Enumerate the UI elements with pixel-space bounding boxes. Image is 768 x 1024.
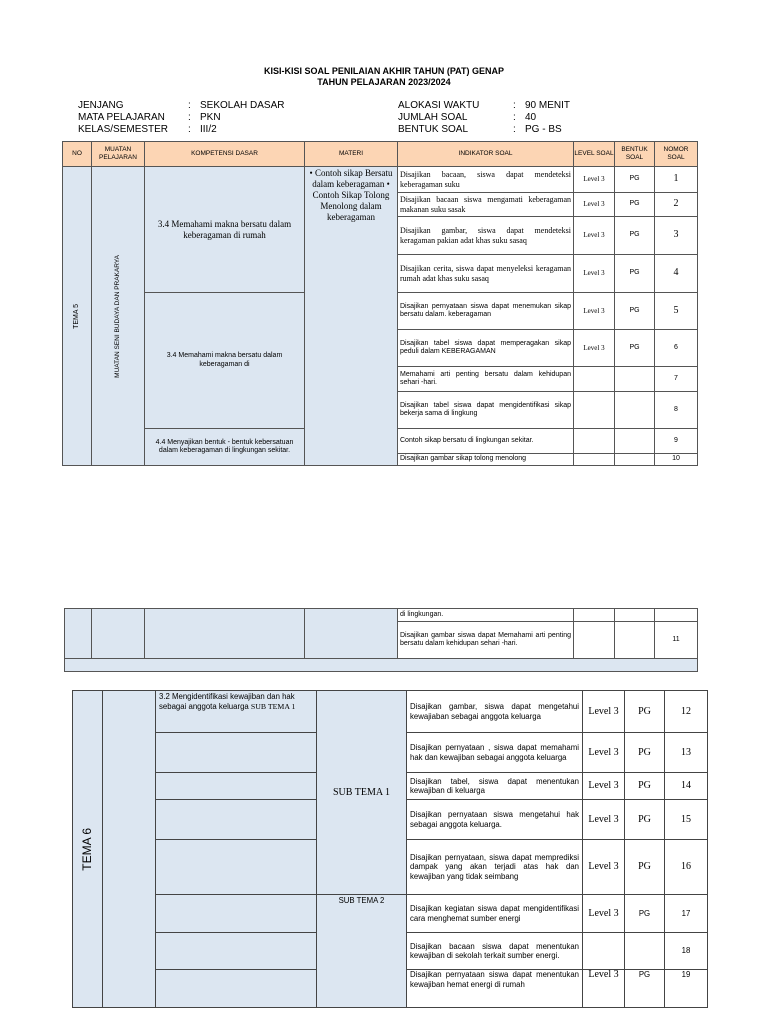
nomor-cell: 19 (665, 970, 708, 1008)
indikator-cell: Memahami arti penting bersatu dalam kehidupan sehari -hari. (398, 367, 574, 392)
col-muatan: MUATAN PELAJARAN (92, 142, 145, 167)
level-cell: Level 3 (574, 167, 615, 193)
blank-row (65, 659, 698, 672)
indikator-cell: Disajikan bacaan siswa dapat menentukan kewajiban di sekolah terkait sumber energi. (407, 933, 583, 970)
nomor-cell: 1 (655, 167, 698, 193)
col-bentuk: BENTUK SOAL (615, 142, 655, 167)
bentuk-cell: PG (625, 840, 665, 895)
indikator-cell: Disajikan gambar siswa dapat Memahami arti penting bersatu dalam kehidupan sehari -hari. (398, 622, 574, 659)
materi-cell: SUB TEMA 2 (317, 895, 407, 1008)
nomor-cell: 18 (665, 933, 708, 970)
info-kelas: KELAS/SEMESTER : III/2 (78, 124, 217, 135)
nomor-cell: 16 (665, 840, 708, 895)
table-row (63, 167, 698, 193)
document-subtitle: TAHUN PELAJARAN 2023/2024 (317, 77, 451, 87)
bentuk-cell (615, 367, 655, 392)
nomor-cell: 14 (665, 773, 708, 800)
info-mapel: MATA PELAJARAN : PKN (78, 112, 221, 123)
indikator-cell: Disajikan bacaan, siswa dapat mendeteksi keberagaman suku (398, 167, 574, 193)
bentuk-cell: PG (615, 167, 655, 193)
nomor-cell: 2 (655, 193, 698, 217)
level-cell: Level 3 (583, 733, 625, 773)
bentuk-cell (615, 454, 655, 466)
col-kd: KOMPETENSI DASAR (145, 142, 305, 167)
nomor-cell: 17 (665, 895, 708, 933)
level-cell (574, 367, 615, 392)
indikator-cell: Disajikan gambar sikap tolong menolong (398, 454, 574, 466)
kd-cell: 3.2 Mengidentifikasi kewajiban dan hak sebagai anggota keluarga SUB TEMA 1 (156, 691, 317, 733)
bentuk-cell: PG (615, 217, 655, 255)
tema-cell (65, 609, 92, 659)
bentuk-cell: PG (615, 193, 655, 217)
nomor-cell: 3 (655, 217, 698, 255)
nomor-cell: 10 (655, 454, 698, 466)
indikator-cell: Disajikan tabel siswa dapat memperagakan sikap peduli dalam KEBERAGAMAN (398, 330, 574, 367)
level-cell: Level 3 (583, 691, 625, 733)
kd-cell (156, 800, 317, 840)
info-jumlah: JUMLAH SOAL : 40 (398, 112, 537, 123)
info-jenjang: JENJANG : SEKOLAH DASAR (78, 100, 285, 111)
indikator-cell: Disajikan tabel siswa dapat mengidentifikasi sikap bekerja sama di lingkung (398, 392, 574, 429)
level-cell (583, 933, 625, 970)
materi-cell (305, 609, 398, 659)
indikator-cell: Disajikan gambar, siswa dapat mengetahui kewajiaban sebagai anggota keluarga (407, 691, 583, 733)
level-cell (574, 609, 615, 622)
nomor-cell: 5 (655, 293, 698, 330)
indikator-cell: Disajikan tabel, siswa dapat menentukan kewajiban di keluarga (407, 773, 583, 800)
muatan-cell: MUATAN SENI BUDAYA DAN PRAKARYA (92, 167, 145, 466)
level-cell: Level 3 (583, 800, 625, 840)
kisi-kisi-table-tema6 (72, 690, 708, 1008)
indikator-cell: di lingkungan. (398, 609, 574, 622)
table-row (65, 609, 698, 622)
info-left (78, 100, 284, 136)
kisi-kisi-table-tema5 (62, 141, 698, 466)
level-cell: Level 3 (574, 293, 615, 330)
kd-cell (156, 840, 317, 895)
level-cell: Level 3 (574, 217, 615, 255)
indikator-cell: Disajikan bacaan siswa mengamati keberagaman makanan suku sasak (398, 193, 574, 217)
bentuk-cell: PG (625, 733, 665, 773)
table-row (73, 895, 708, 933)
indikator-cell: Disajikan pernyataan siswa dapat menentukan kewajiban hemat energi di rumah (407, 970, 583, 1008)
bentuk-cell: PG (625, 773, 665, 800)
table-header-row (63, 142, 698, 167)
level-cell (574, 454, 615, 466)
info-alokasi: ALOKASI WAKTU : 90 MENIT (398, 100, 571, 111)
level-cell: Level 3 (583, 895, 625, 933)
bentuk-cell: PG (625, 895, 665, 933)
indikator-cell: Disajikan pernyataan , siswa dapat memahami hak dan kewajiban sebagai anggota keluarga (407, 733, 583, 773)
bentuk-cell: PG (625, 691, 665, 733)
bentuk-cell: PG (615, 293, 655, 330)
nomor-cell: 7 (655, 367, 698, 392)
bentuk-cell (615, 609, 655, 622)
kd-cell (156, 773, 317, 800)
col-indikator: INDIKATOR SOAL (398, 142, 574, 167)
indikator-cell: Disajikan cerita, siswa dapat menyeleksi keragaman rumah adat khas suku sasaq (398, 255, 574, 293)
bentuk-cell: PG (625, 800, 665, 840)
info-right (398, 100, 570, 136)
bentuk-cell: PG (625, 970, 665, 1008)
kd-cell: 4.4 Menyajikan bentuk - bentuk kebersatuan dalam keberagaman di lingkungan sekitar. (145, 429, 305, 466)
nomor-cell: 6 (655, 330, 698, 367)
indikator-cell: Disajikan pernyataan siswa dapat menemukan sikap bersatu dalam. keberagaman (398, 293, 574, 330)
bentuk-cell (615, 392, 655, 429)
bentuk-cell (615, 429, 655, 454)
table-row (73, 691, 708, 733)
muatan-cell (92, 609, 145, 659)
nomor-cell: 4 (655, 255, 698, 293)
tema-cell: TEMA 6 (73, 691, 103, 1008)
level-cell: Level 3 (583, 840, 625, 895)
bentuk-cell (615, 622, 655, 659)
muatan-cell (103, 691, 156, 1008)
info-bentuk: BENTUK SOAL : PG - BS (398, 124, 562, 135)
nomor-cell (655, 609, 698, 622)
level-cell (574, 622, 615, 659)
materi-cell: • Contoh sikap Bersatu dalam keberagaman • Contoh Sikap Tolong Menolong dalam keberagaman (305, 167, 398, 466)
kisi-kisi-table-continuation (64, 608, 698, 672)
level-cell (574, 392, 615, 429)
col-nomor: NOMOR SOAL (655, 142, 698, 167)
indikator-cell: Disajikan gambar, siswa dapat mendeteksi keragaman pakian adat khas suku sasaq (398, 217, 574, 255)
level-cell: Level 3 (583, 970, 625, 1008)
nomor-cell: 13 (665, 733, 708, 773)
nomor-cell: 9 (655, 429, 698, 454)
materi-cell: SUB TEMA 1 (317, 691, 407, 895)
nomor-cell: 11 (655, 622, 698, 659)
nomor-cell: 8 (655, 392, 698, 429)
kd-cell (145, 609, 305, 659)
nomor-cell: 15 (665, 800, 708, 840)
kd-cell (156, 895, 317, 933)
kd-cell (156, 733, 317, 773)
document-title: KISI-KISI SOAL PENILAIAN AKHIR TAHUN (PAT) GENAP (263, 66, 504, 76)
table-row-blank (65, 659, 698, 672)
level-cell: Level 3 (574, 330, 615, 367)
indikator-cell: Disajikan pernyataan siswa mengetahui hak sebagai anggota keluarga. (407, 800, 583, 840)
kd-cell: 3.4 Memahami makna bersatu dalam keberagaman di rumah (145, 167, 305, 293)
tema-cell: TEMA 5 (63, 167, 92, 466)
col-no: NO (63, 142, 92, 167)
col-level: LEVEL SOAL (574, 142, 615, 167)
indikator-cell: Contoh sikap bersatu di lingkungan sekitar. (398, 429, 574, 454)
indikator-cell: Disajikan pernyataan, siswa dapat memprediksi dampak yang akan terjadi atas hak dan kewajiban yang tidak seimbang (407, 840, 583, 895)
kd-cell (156, 933, 317, 970)
kd-cell (156, 970, 317, 1008)
level-cell (574, 429, 615, 454)
level-cell: Level 3 (583, 773, 625, 800)
col-materi: MATERI (305, 142, 398, 167)
bentuk-cell: PG (615, 330, 655, 367)
level-cell: Level 3 (574, 255, 615, 293)
nomor-cell: 12 (665, 691, 708, 733)
level-cell: Level 3 (574, 193, 615, 217)
bentuk-cell (625, 933, 665, 970)
indikator-cell: Disajikan kegiatan siswa dapat mengidentifikasi cara menghemat sumber energi (407, 895, 583, 933)
kd-cell: 3.4 Memahami makna bersatu dalam keberagaman di (145, 293, 305, 429)
bentuk-cell: PG (615, 255, 655, 293)
